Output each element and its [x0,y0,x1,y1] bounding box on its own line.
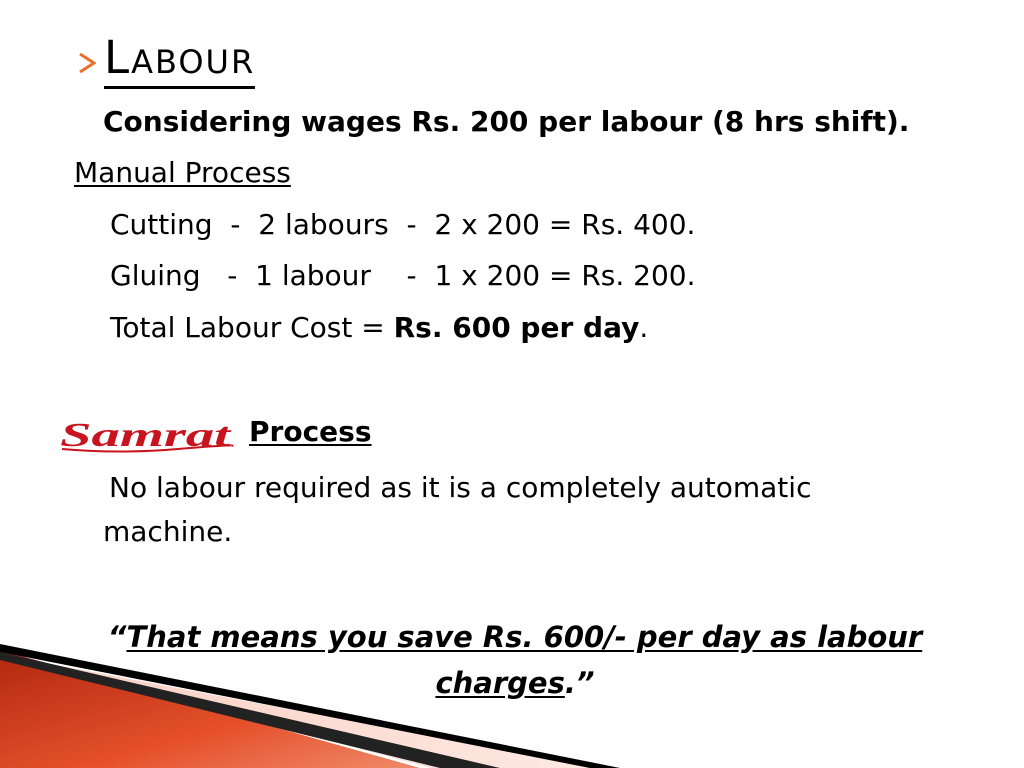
samrat-logo-text: Samrat [60,417,233,454]
total-cost-line [110,310,648,346]
samrat-logo [58,416,236,456]
total-cost-value: Rs. 600 per day [393,311,640,344]
total-cost-suffix: . [639,311,649,344]
manual-process-title: Manual Process [74,156,291,189]
samrat-description: No labour required as it is a completely automatic machine. [103,471,812,548]
arrow-bullet-icon [78,52,96,74]
quote-close: .” [564,666,595,700]
samrat-process-title: Process [249,415,372,448]
cutting-line: Cutting - 2 labours - 2 x 200 = Rs. 400. [110,208,696,241]
slide-title: Labour [104,30,255,89]
quote-open: “ [107,620,127,654]
corner-decoration [0,640,1024,768]
gluing-line: Gluing - 1 labour - 1 x 200 = Rs. 200. [110,259,696,292]
total-cost-label: Total Labour Cost = [110,311,394,344]
wages-line: Considering wages Rs. 200 per labour (8 hrs shift). [103,105,910,138]
quote-text: That means you save Rs. 600/- per day as labour charges [126,620,923,700]
